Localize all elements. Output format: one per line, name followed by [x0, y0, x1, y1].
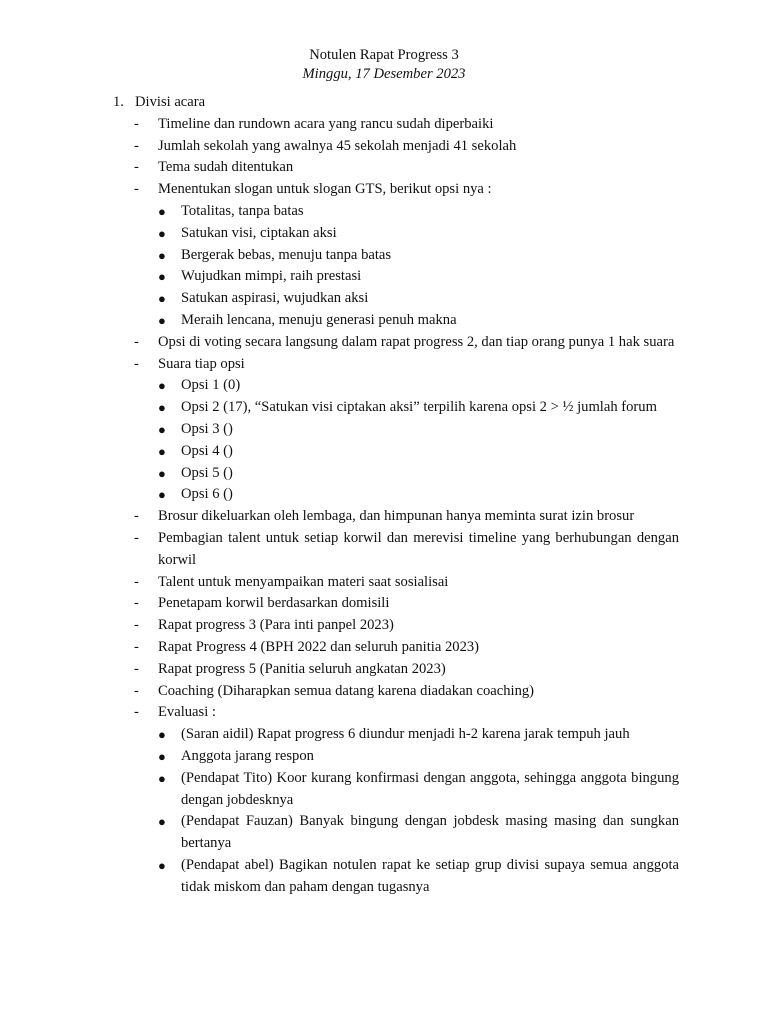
bullet-item — [158, 375, 679, 397]
bullet-icon: ● — [158, 487, 166, 503]
bullet-item — [158, 310, 679, 332]
bullet-item — [158, 201, 679, 223]
bullet-icon: ● — [158, 465, 166, 481]
bullet-item — [158, 746, 679, 768]
list-item-text: Menentukan slogan untuk slogan GTS, berikut opsi nya : — [158, 181, 492, 198]
dash-marker: - — [134, 682, 139, 699]
dash-marker: - — [134, 181, 139, 198]
list-item-text: Timeline dan rundown acara yang rancu sudah diperbaiki — [158, 115, 494, 132]
dash-marker: - — [134, 638, 139, 655]
bullet-item-text: Anggota jarang respon — [181, 747, 314, 764]
dash-marker: - — [134, 508, 139, 525]
section-heading — [113, 92, 679, 114]
bullet-icon: ● — [158, 247, 166, 263]
dash-marker: - — [134, 333, 139, 350]
list-item-text: Jumlah sekolah yang awalnya 45 sekolah menjadi 41 sekolah — [158, 137, 517, 154]
bullet-item-text: (Pendapat abel) Bagikan notulen rapat ke setiap grup divisi supaya semua anggota tidak miskom dan paham dengan tugasnya — [181, 856, 679, 895]
list-item — [113, 702, 679, 898]
document-date: Minggu, 17 Desember 2023 — [302, 66, 466, 82]
bullet-item — [158, 441, 679, 463]
list-item-text: Rapat Progress 4 (BPH 2022 dan seluruh panitia 2023) — [158, 638, 480, 655]
dash-list — [113, 114, 679, 899]
list-item-text: Rapat progress 5 (Panitia seluruh angkatan 2023) — [158, 660, 446, 677]
bullet-icon: ● — [158, 378, 166, 394]
bullet-item-text: Meraih lencana, menuju generasi penuh makna — [181, 311, 457, 328]
dash-marker: - — [134, 529, 139, 546]
bullet-item-text: Satukan aspirasi, wujudkan aksi — [181, 290, 369, 307]
dash-marker: - — [134, 660, 139, 677]
bullet-icon: ● — [158, 291, 166, 307]
bullet-item — [158, 419, 679, 441]
bullet-list — [158, 201, 679, 332]
bullet-item-text: Wujudkan mimpi, raih prestasi — [181, 268, 362, 285]
bullet-item-text: Opsi 1 (0) — [181, 377, 241, 394]
bullet-list — [158, 375, 679, 506]
list-item — [113, 157, 679, 179]
list-item-text: Suara tiap opsi — [158, 355, 245, 372]
section-number: 1. — [113, 94, 124, 110]
bullet-item-text: Opsi 4 () — [181, 442, 233, 459]
list-item — [113, 572, 679, 594]
bullet-icon: ● — [158, 770, 166, 786]
bullet-icon: ● — [158, 443, 166, 459]
list-item — [113, 593, 679, 615]
list-item-text: Tema sudah ditentukan — [158, 159, 294, 176]
bullet-item — [158, 768, 679, 812]
bullet-item — [158, 811, 679, 855]
bullet-item — [158, 724, 679, 746]
bullet-icon: ● — [158, 400, 166, 416]
bullet-item — [158, 223, 679, 245]
dash-marker: - — [134, 137, 139, 154]
list-item-text: Opsi di voting secara langsung dalam rapat progress 2, dan tiap orang punya 1 hak suara — [158, 333, 675, 350]
bullet-icon: ● — [158, 225, 166, 241]
bullet-icon: ● — [158, 748, 166, 764]
dash-marker: - — [134, 159, 139, 176]
list-item-text: Penetapam korwil berdasarkan domisili — [158, 595, 390, 612]
bullet-item-text: Opsi 3 () — [181, 420, 233, 437]
bullet-item — [158, 397, 679, 419]
list-item — [113, 506, 679, 528]
bullet-item-text: Opsi 2 (17), “Satukan visi ciptakan aksi” terpilih karena opsi 2 > ½ jumlah forum — [181, 399, 657, 416]
list-item-text: Coaching (Diharapkan semua datang karena diadakan coaching) — [158, 682, 535, 699]
bullet-icon: ● — [158, 727, 166, 743]
bullet-icon: ● — [158, 857, 166, 873]
bullet-item — [158, 463, 679, 485]
list-item — [113, 528, 679, 572]
dash-marker: - — [134, 704, 139, 721]
bullet-item-text: Opsi 5 () — [181, 464, 233, 481]
bullet-item-text: Totalitas, tanpa batas — [181, 202, 304, 219]
list-item-text: Brosur dikeluarkan oleh lembaga, dan himpunan hanya meminta surat izin brosur — [158, 508, 635, 525]
section-label: Divisi acara — [135, 94, 206, 110]
bullet-item-text: Opsi 6 () — [181, 486, 233, 503]
list-item — [113, 659, 679, 681]
bullet-icon: ● — [158, 312, 166, 328]
section-divisi-acara — [113, 92, 679, 898]
bullet-item-text: Satukan visi, ciptakan aksi — [181, 224, 337, 241]
bullet-item-text: Bergerak bebas, menuju tanpa batas — [181, 246, 392, 263]
list-item — [113, 114, 679, 136]
bullet-item — [158, 288, 679, 310]
dash-marker: - — [134, 115, 139, 132]
bullet-icon: ● — [158, 269, 166, 285]
list-item — [113, 136, 679, 158]
bullet-item-text: (Saran aidil) Rapat progress 6 diundur menjadi h-2 karena jarak tempuh jauh — [181, 726, 630, 743]
dash-marker: - — [134, 573, 139, 590]
bullet-item — [158, 855, 679, 899]
dash-marker: - — [134, 355, 139, 372]
list-item — [113, 179, 679, 332]
bullet-icon: ● — [158, 421, 166, 437]
list-item — [113, 637, 679, 659]
list-item — [113, 681, 679, 703]
list-item — [113, 354, 679, 507]
list-item-text: Pembagian talent untuk setiap korwil dan merevisi timeline yang berhubungan dengan korwil — [158, 529, 679, 568]
bullet-icon: ● — [158, 814, 166, 830]
bullet-item-text: (Pendapat Tito) Koor kurang konfirmasi dengan anggota, sehingga anggota bingung dengan jobdesknya — [181, 769, 679, 808]
bullet-list — [158, 724, 679, 898]
list-item-text: Talent untuk menyampaikan materi saat sosialisai — [158, 573, 449, 590]
bullet-icon: ● — [158, 203, 166, 219]
dash-marker: - — [134, 617, 139, 634]
list-item — [113, 615, 679, 637]
bullet-item — [158, 266, 679, 288]
bullet-item — [158, 484, 679, 506]
bullet-item-text: (Pendapat Fauzan) Banyak bingung dengan jobdesk masing masing dan sungkan bertanya — [181, 813, 679, 852]
list-item-text: Evaluasi : — [158, 704, 216, 721]
list-item — [113, 332, 679, 354]
document-title: Notulen Rapat Progress 3 — [309, 47, 459, 63]
bullet-item — [158, 245, 679, 267]
list-item-text: Rapat progress 3 (Para inti panpel 2023) — [158, 617, 394, 634]
dash-marker: - — [134, 595, 139, 612]
